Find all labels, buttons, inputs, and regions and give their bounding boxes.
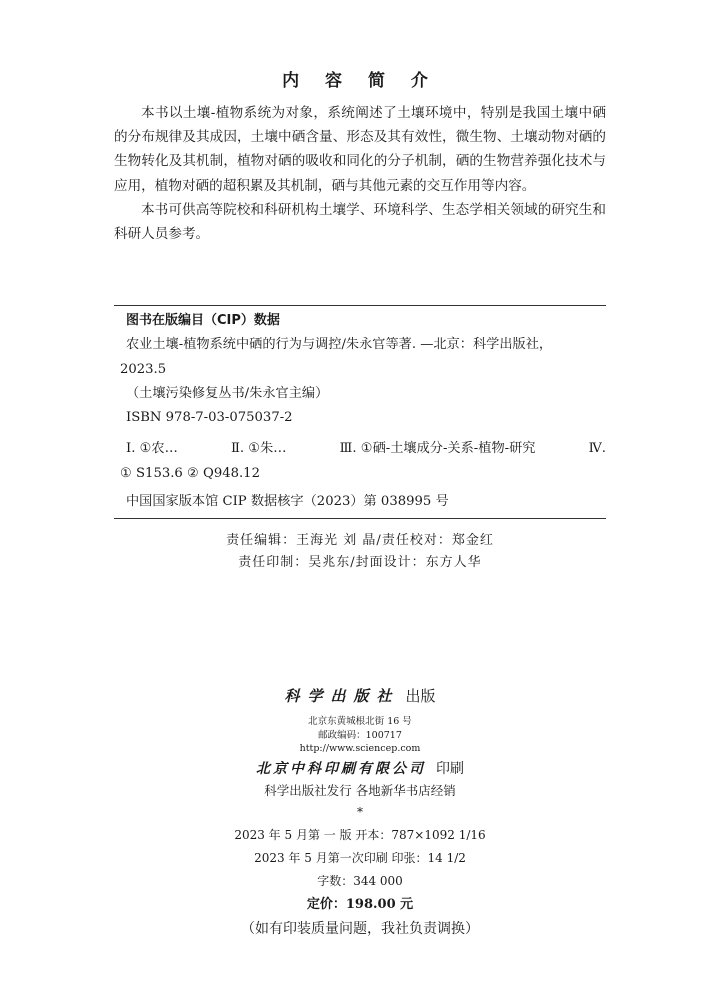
summary-paragraph: 本书可供高等院校和科研机构土壤学、环境科学、生态学相关领域的研究生和科研人员参考。 [114,201,606,243]
cip-record-line: 农业土壤-植物系统中硒的行为与调控/朱永官等著. —北京：科学出版社， [126,337,553,353]
cip-heading: 图书在版编目（CIP）数据 [126,313,280,328]
separator-star: * [357,804,363,819]
summary-paragraph: 本书以土壤-植物系统为对象，系统阐述了土壤环境中，特别是我国土壤中硒的分布规律及其成因，土壤中硒含量、形态及其有效性，微生物、土壤动物对硒的生物转化及其机制，植物对硒的吸收和同化的分子机制，硒的生物营养强化技术与应用，植物对硒的超积累及其机制，硒与其他元素的交互作用等内容。 [114,105,606,194]
cip-class-numbers: ① S153.6 ② Q948.12 [120,465,260,481]
editors-line: 责任印制：吴兆东/封面设计：东方人华 [238,555,482,570]
publisher-postcode: 邮政编码：100717 [318,729,402,741]
cip-class-item: Ⅲ. ①硒-土壤成分-关系-植物-研究 [339,441,536,457]
page-title: 内 容 简 介 [282,71,438,91]
printer-logo-text: 北京中科印刷有限公司 [256,760,426,777]
printer-line [0,758,720,780]
cip-class-item: Ⅱ. ①朱… [230,441,287,457]
publisher-line [0,685,720,707]
cip-record-year: 2023.5 [120,361,167,377]
quality-note: （如有印装质量问题，我社负责调换） [241,920,479,937]
edition-line: 2023 年 5 月第 一 版 开本：787×1092 1/16 [234,827,486,842]
book-summary [114,101,606,246]
publisher-website: http://www.sciencep.com [299,743,421,754]
cip-series: （土壤污染修复丛书/朱永官主编） [126,385,329,401]
price: 定价：198.00 元 [306,896,414,912]
publisher-logo-text: 科学出版社 [284,687,400,705]
word-count: 字数：344 000 [317,873,403,888]
cip-classification [120,437,606,461]
publisher-suffix: 出版 [405,687,436,705]
cip-isbn: ISBN 978-7-03-075037-2 [126,410,293,426]
cip-verification: 中国国家版本馆 CIP 数据核字（2023）第 038995 号 [126,494,449,510]
cip-class-item: Ⅰ. ①农… [126,441,178,457]
cip-top-rule [114,305,606,306]
publisher-address: 北京东黄城根北街 16 号 [308,716,412,727]
publication-info [0,685,720,941]
cip-block [120,309,606,514]
distribution-line: 科学出版社发行 各地新华书店经销 [264,782,456,798]
editors-line: 责任编辑：王海光 刘 晶/责任校对：郑金红 [226,533,494,548]
cip-bottom-rule [114,518,606,519]
responsible-editors [0,530,720,574]
printer-suffix: 印刷 [436,760,464,777]
cip-class-item: Ⅳ. [588,441,606,457]
printing-line: 2023 年 5 月第一次印刷 印张：14 1/2 [254,850,466,865]
